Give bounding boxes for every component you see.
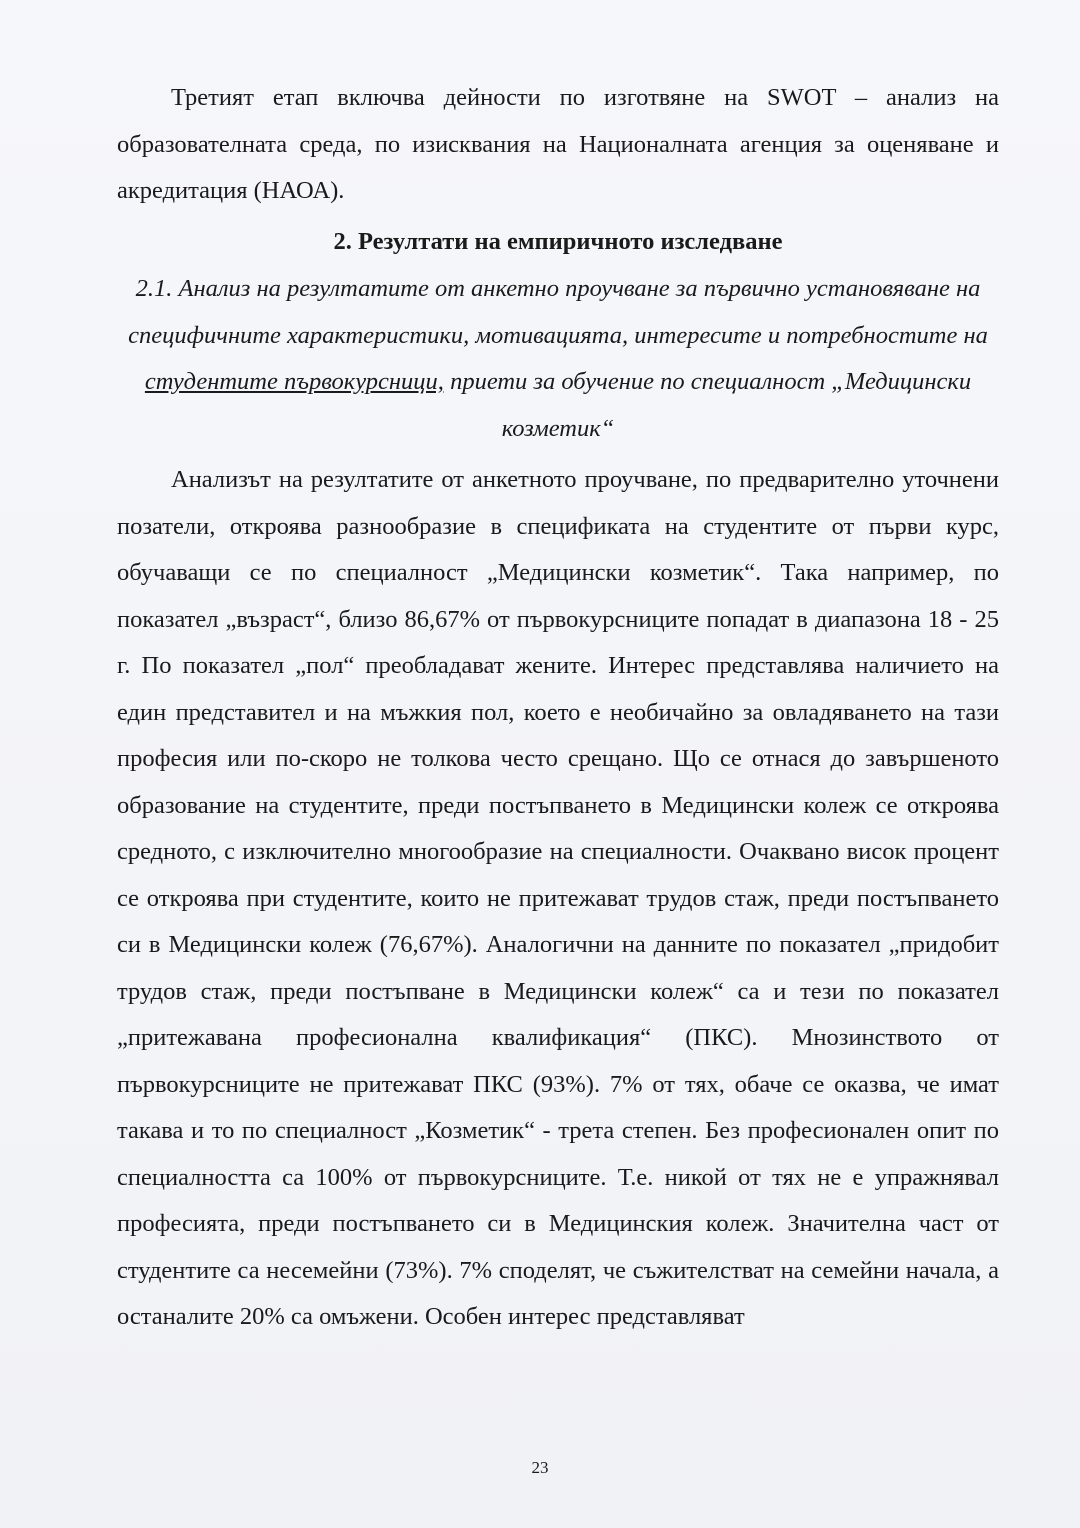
intro-paragraph: Третият етап включва дейности по изготвяне на SWOT – анализ на образователната среда, по изисквания на Националната агенция за оценяване и акредитация (НАОА). <box>117 84 999 204</box>
main-paragraph-block <box>117 457 999 1341</box>
intro-paragraph-block <box>117 75 999 215</box>
page-number: 23 <box>531 1458 549 1477</box>
subsection-heading-part2: приети за обучение по специалност „Медицински козметик“ <box>443 368 972 442</box>
subsection-heading-part1: 2.1. Анализ на резултатите от анкетно проучване за първично установяване на специфичните характеристики, мотивацията, интересите и потребностите на <box>128 275 988 349</box>
subsection-heading-underlined: студентите първокурсници, <box>144 368 444 395</box>
subsection-heading <box>117 266 999 452</box>
section-heading: 2. Резултати на емпиричното изследване <box>333 228 783 255</box>
main-paragraph: Анализът на резултатите от анкетното проучване, по предварително уточнени позатели, откроява разнообразие в спецификата на студентите от първи курс, обучаващи се по специалност „Медицински козметик“. Така например, по показател „възраст“, близо 86,67% от първокурсниците попадат в диапазона 18 - 25 г. По показател „пол“ преобладават жените. Интерес представлява наличието на един представител и на мъжкия пол, което е необичайно за овладяването на тази професия или по-скоро не толкова често срещано. Що се отнася до завършеното образование на студентите, преди постъпването в Медицински колеж се откроява средното, с изключително многообразие на специалности. Очаквано висок процент се откроява при студентите, които не притежават трудов стаж, преди постъпването си в Медицински колеж (76,67%). Аналогични на данните по показател „придобит трудов стаж, преди постъпване в Медицински колеж“ са и тези по показател „притежавана професионална квалификация“ (ПКС). Мнозинството от първокурсниците не притежават ПКС (93%). 7% от тях, обаче се оказва, че имат такава и то по специалност „Козметик“ - трета степен. Без професионален опит по специалността са 100% от първокурсниците. Т.е. никой от тях не е упражнявал професията, преди постъпването си в Медицинския колеж. Значителна част от студентите са несемейни (73%). 7% споделят, че съжителстват на семейни начала, а останалите 20% са омъжени. Особен интерес представляват <box>117 466 999 1330</box>
